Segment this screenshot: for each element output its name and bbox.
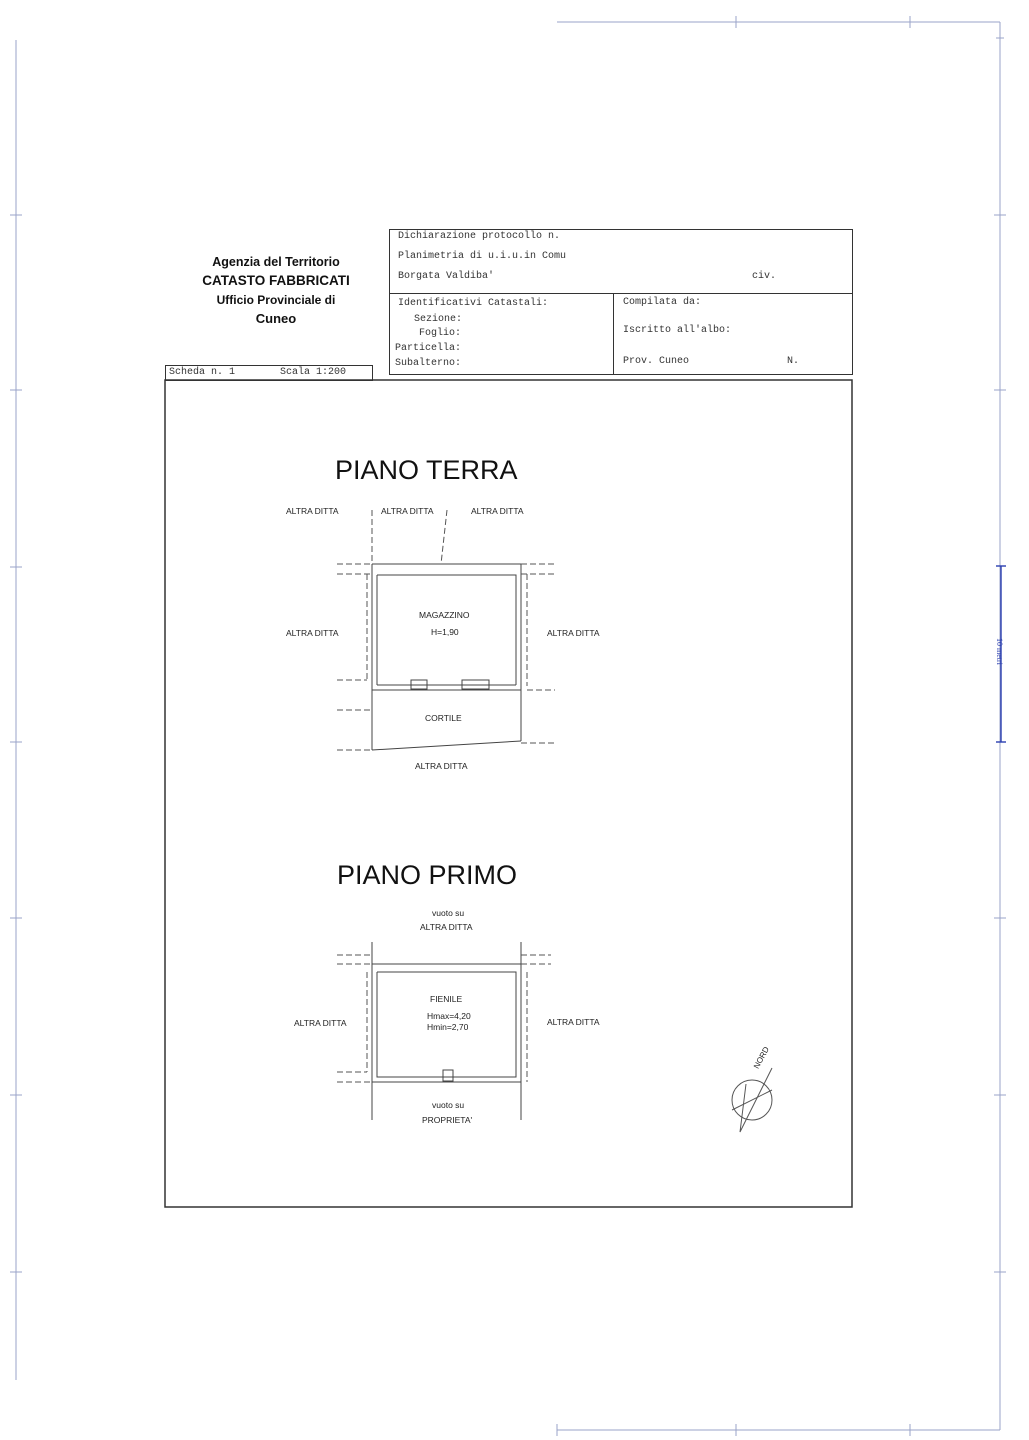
scheda-label: Scheda n. 1: [169, 367, 236, 378]
header-divider: [389, 293, 853, 294]
dichiarazione-label: Dichiarazione protocollo n.: [398, 231, 561, 242]
particella-label: Particella:: [395, 343, 462, 354]
borgata-label: Borgata Valdiba': [398, 271, 495, 282]
primo-vuoto-top: vuoto su: [432, 908, 465, 918]
primo-proprieta: PROPRIETA': [422, 1115, 473, 1125]
drawing-frame: [165, 380, 852, 1207]
ufficio-city: Cuneo: [255, 311, 297, 326]
terra-altra-ditta-top-center: ALTRA DITTA: [381, 506, 434, 516]
planimetria-label: Planimetria di u.i.u.in Comu: [398, 251, 567, 262]
primo-vuoto-bottom: vuoto su: [432, 1100, 465, 1110]
catasto-title: CATASTO FABBRICATI: [202, 273, 350, 288]
iscritto-label: Iscritto all'albo:: [623, 325, 732, 336]
north-label: NORD: [752, 1045, 772, 1071]
compilata-label: Compilata da:: [623, 297, 702, 308]
north-arrow: [732, 1068, 772, 1132]
foglio-label: Foglio:: [419, 328, 462, 339]
piano-terra-title: PIANO TERRA: [335, 455, 518, 485]
magazzino-label: MAGAZZINO: [419, 610, 470, 620]
header-column-divider: [613, 293, 614, 375]
magazzino-height: H=1,90: [431, 627, 459, 637]
terra-altra-ditta-right: ALTRA DITTA: [547, 628, 600, 638]
fienile-label: FIENILE: [430, 994, 463, 1004]
cortile-label: CORTILE: [425, 713, 462, 723]
civ-label: civ.: [752, 271, 777, 282]
scala-label: Scala 1:200: [280, 367, 347, 378]
terra-altra-ditta-bottom: ALTRA DITTA: [415, 761, 468, 771]
fienile-hmax: Hmax=4,20: [427, 1011, 471, 1021]
sezione-label: Sezione:: [414, 314, 463, 325]
terra-altra-ditta-left: ALTRA DITTA: [286, 628, 339, 638]
piano-primo-title: PIANO PRIMO: [337, 860, 518, 890]
terra-altra-ditta-top-left: ALTRA DITTA: [286, 506, 339, 516]
fienile-hmin: Hmin=2,70: [427, 1022, 469, 1032]
subalterno-label: Subalterno:: [395, 358, 462, 369]
agency-name: Agenzia del Territorio: [212, 255, 340, 269]
primo-altra-ditta-top: ALTRA DITTA: [420, 922, 473, 932]
identificativi-label: Identificativi Catastali:: [398, 298, 549, 309]
terra-altra-ditta-top-right: ALTRA DITTA: [471, 506, 524, 516]
n-label: N.: [787, 356, 800, 367]
primo-altra-ditta-left: ALTRA DITTA: [294, 1018, 347, 1028]
agency-block: [190, 253, 362, 329]
scale-bar-label: 10 metri: [995, 638, 1004, 665]
ufficio-label: Ufficio Provinciale di: [216, 293, 336, 307]
prov-label: Prov. Cuneo: [623, 356, 690, 367]
primo-altra-ditta-right: ALTRA DITTA: [547, 1017, 600, 1027]
